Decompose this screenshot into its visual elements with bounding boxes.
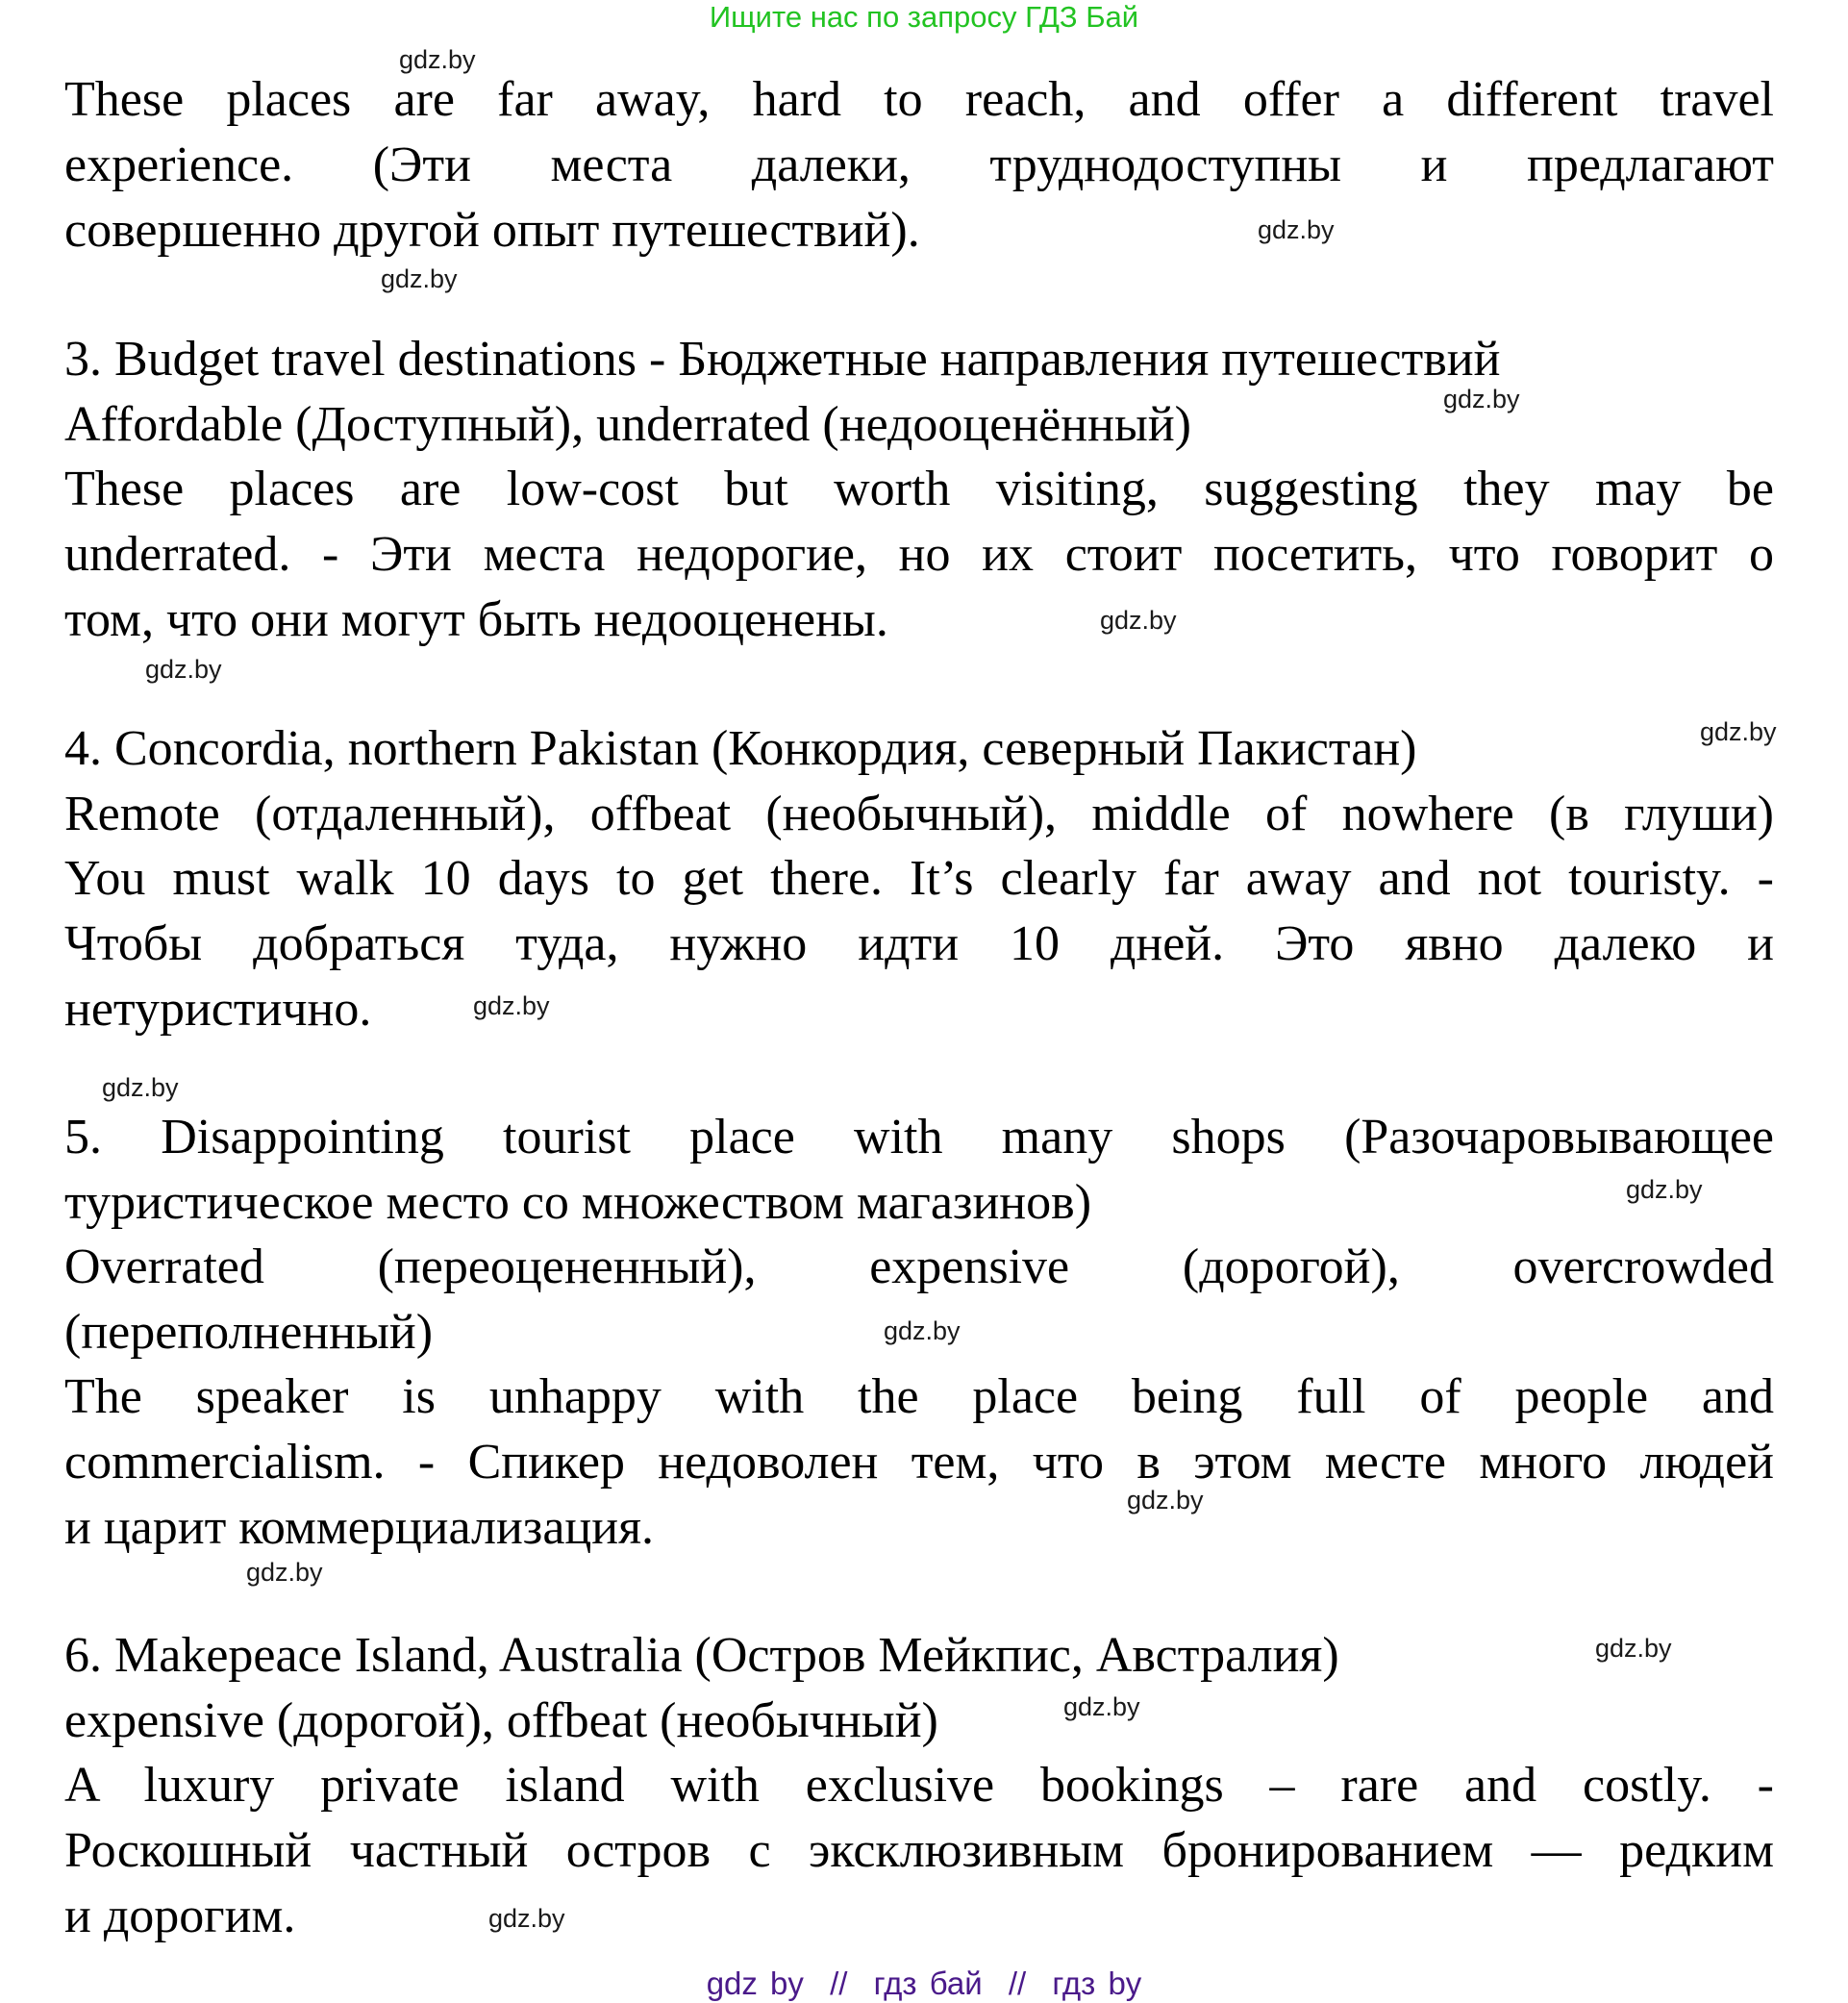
watermark: gdz.by	[1700, 717, 1777, 746]
paragraph-line: Чтобы добраться туда, нужно идти 10 дней. Это явно далеко и	[64, 916, 1774, 971]
keywords-line: expensive (дорогой), offbeat (необычный)	[64, 1693, 938, 1748]
paragraph-line: и дорогим.	[64, 1889, 296, 1943]
paragraph-line: underrated. - Эти места недорогие, но их стоит посетить, что говорит о	[64, 527, 1774, 582]
paragraph-line: A luxury private island with exclusive bookings – rare and costly. -	[64, 1758, 1774, 1813]
paragraph-line: том, что они могут быть недооценены.	[64, 592, 888, 647]
watermark: gdz.by	[145, 655, 222, 684]
paragraph-line: commercialism. - Спикер недоволен тем, что в этом месте много людей	[64, 1435, 1774, 1490]
watermark: gdz.by	[1063, 1692, 1140, 1721]
section-heading-cont: туристическое место со множеством магазинов)	[64, 1175, 1092, 1230]
section-heading: 5. Disappointing tourist place with many shops (Разочаровывающее	[64, 1110, 1774, 1164]
watermark: gdz.by	[1595, 1634, 1672, 1663]
paragraph-line: experience. (Эти места далеки, труднодоступны и предлагают	[64, 138, 1774, 192]
section-heading: 6. Makepeace Island, Australia (Остров Мейкпис, Австралия)	[64, 1628, 1339, 1683]
paragraph-line: нетуристично.	[64, 982, 372, 1037]
paragraph-line: These places are far away, hard to reach, and offer a different travel	[64, 72, 1774, 127]
watermark: gdz.by	[102, 1073, 179, 1102]
section-heading: 4. Concordia, northern Pakistan (Конкордия, северный Пакистан)	[64, 721, 1417, 776]
footer-separator: //	[830, 1965, 848, 2001]
section-heading: 3. Budget travel destinations - Бюджетные направления путешествий	[64, 332, 1501, 387]
watermark: gdz.by	[488, 1904, 565, 1933]
search-banner: Ищите нас по запросу ГДЗ Бай	[709, 0, 1139, 34]
paragraph-line: The speaker is unhappy with the place being full of people and	[64, 1369, 1774, 1424]
footer-link-gdz-by[interactable]: gdz by	[706, 1965, 804, 2001]
footer-link-gdz-by-ru[interactable]: гдз by	[1052, 1965, 1142, 2001]
paragraph-line: совершенно другой опыт путешествий).	[64, 203, 920, 258]
footer-link-gdz-bai[interactable]: гдз бай	[873, 1965, 983, 2001]
keywords-line: Overrated (переоцененный), expensive (дорогой), overcrowded	[64, 1239, 1774, 1294]
watermark: gdz.by	[246, 1558, 323, 1587]
paragraph-line: Роскошный частный остров с эксклюзивным бронированием — редким	[64, 1823, 1774, 1878]
paragraph-line: These places are low-cost but worth visiting, suggesting they may be	[64, 462, 1774, 516]
watermark: gdz.by	[381, 264, 458, 293]
paragraph-line: You must walk 10 days to get there. It’s clearly far away and not touristy. -	[64, 851, 1774, 906]
paragraph-line: и царит коммерциализация.	[64, 1500, 654, 1555]
watermark: gdz.by	[1258, 215, 1335, 244]
footer-links	[0, 1965, 1848, 2003]
watermark: gdz.by	[1100, 606, 1177, 635]
watermark: gdz.by	[1443, 385, 1520, 413]
watermark: gdz.by	[1127, 1486, 1204, 1515]
keywords-line: Remote (отдаленный), offbeat (необычный), middle of nowhere (в глуши)	[64, 787, 1774, 841]
watermark: gdz.by	[473, 991, 550, 1020]
watermark: gdz.by	[884, 1316, 961, 1345]
keywords-line: (переполненный)	[64, 1305, 434, 1360]
watermark: gdz.by	[1626, 1175, 1703, 1204]
footer-separator: //	[1008, 1965, 1027, 2001]
keywords-line: Affordable (Доступный), underrated (недооценённый)	[64, 397, 1191, 452]
watermark: gdz.by	[399, 45, 476, 74]
